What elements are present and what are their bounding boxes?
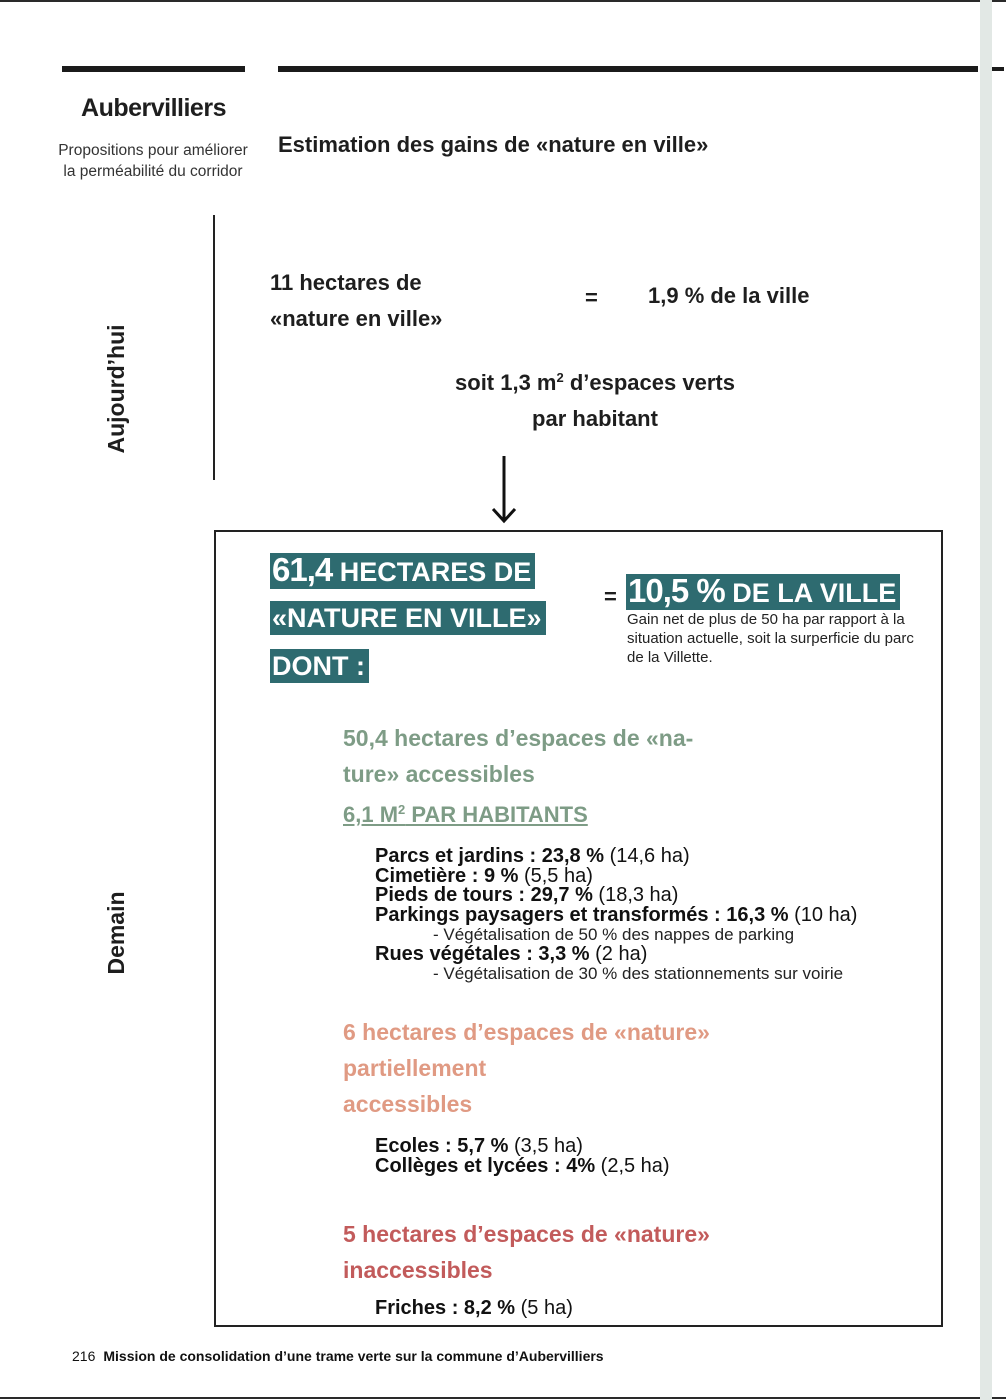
today-equals: = [585,285,598,310]
city-subtitle: Propositions pour améliorer la perméabilité du corridor [58,142,248,180]
page-top-border [0,0,1006,2]
gain-note: Gain net de plus de 50 ha par rapport à la situation actuelle, soit la surperficie du parc de la Villette. [627,611,914,666]
today-percent: 1,9 % de la ville [648,283,810,308]
total-dont-label: DONT : [270,649,369,683]
per-hab-pre: soit 1,3 m [455,370,557,395]
accessible-per-hab-pre: 6,1 M [343,802,399,827]
accessible-heading [343,720,763,833]
partial-heading-line2: partiellement [343,1055,487,1081]
list-item: Pieds de tours : 29,7 % (18,3 ha) [375,884,679,906]
partial-heading-line1: 6 hectares d’espaces de «nature» [343,1019,710,1045]
accessible-per-hab-sup: 2 [398,802,406,817]
tomorrow-equals: = [604,584,617,609]
accessible-per-hab-post: PAR HABITANTS [405,802,588,827]
today-area-line2: «nature en ville» [270,306,443,331]
header-rule-right [278,66,978,72]
tomorrow-total-line2 [270,598,610,646]
accessible-list [375,847,915,984]
today-per-habitant [400,360,790,437]
tomorrow-label: Demain [103,891,129,975]
inaccessible-heading-line1: 5 hectares d’espaces de «nature» [343,1221,710,1247]
list-item: Friches : 8,2 % (5 ha) [375,1297,573,1319]
accessible-heading-line2: ture» accessibles [343,761,535,787]
today-divider [213,215,215,480]
tomorrow-percent-unit: DE LA VILLE [724,578,897,608]
list-item: Collèges et lycées : 4% (2,5 ha) [375,1154,670,1177]
partial-list [375,1137,915,1176]
per-hab-post: d’espaces verts [563,370,735,395]
section-title: Estimation des gains de «nature en ville» [278,132,709,157]
total-hectares: 61,4 [272,551,333,588]
today-per-habitant-line2: par habitant [532,406,658,431]
side-stripe [980,0,992,1400]
inaccessible-heading [343,1216,763,1288]
inaccessible-list [375,1299,915,1319]
tomorrow-percent [626,574,900,610]
today-per-habitant-line1 [400,360,790,401]
footer-title: Mission de consolidation d’une trame verte sur la commune d’Aubervilliers [103,1348,604,1364]
today-area-line1: 11 hectares de [270,270,422,295]
partial-heading [343,1014,763,1122]
tomorrow-total-line1 [270,550,610,598]
tomorrow-total [270,550,610,694]
tomorrow-percent-value: 10,5 % [628,572,725,609]
list-item: Parcs et jardins : 23,8 % (14,6 ha) [375,845,690,867]
city-title: Aubervilliers [81,94,226,122]
today-label: Aujourd’hui [103,324,129,454]
accessible-per-habitant [343,792,763,833]
per-hab-sup: 2 [556,370,564,385]
total-nature-label: «NATURE EN VILLE» [270,601,546,635]
parking-note: - Végétalisation de 50 % des nappes de parking [433,925,795,944]
list-item: Cimetière : 9 % (5,5 ha) [375,864,593,887]
accessible-heading-line1: 50,4 hectares d’espaces de «na- [343,725,694,751]
list-item: Ecoles : 5,7 % (3,5 ha) [375,1135,583,1157]
street-note: - Végétalisation de 30 % des stationnements sur voirie [433,964,844,983]
header-rule-tick [992,67,1004,71]
page-footer [72,1348,604,1364]
header-rule-left [62,66,245,72]
arrow-down-icon [489,454,519,526]
total-hectares-unit: HECTARES DE [332,557,532,587]
list-item: Rues végétales : 3,3 % (2 ha) [375,942,648,965]
page-number: 216 [72,1348,96,1364]
partial-heading-line3: accessibles [343,1091,473,1117]
tomorrow-total-line3 [270,646,610,694]
inaccessible-heading-line2: inaccessibles [343,1257,493,1283]
list-item: Parkings paysagers et transformés : 16,3 % (10 ha) [375,903,858,926]
today-area [270,265,442,337]
page-bottom-border [0,1397,1006,1399]
